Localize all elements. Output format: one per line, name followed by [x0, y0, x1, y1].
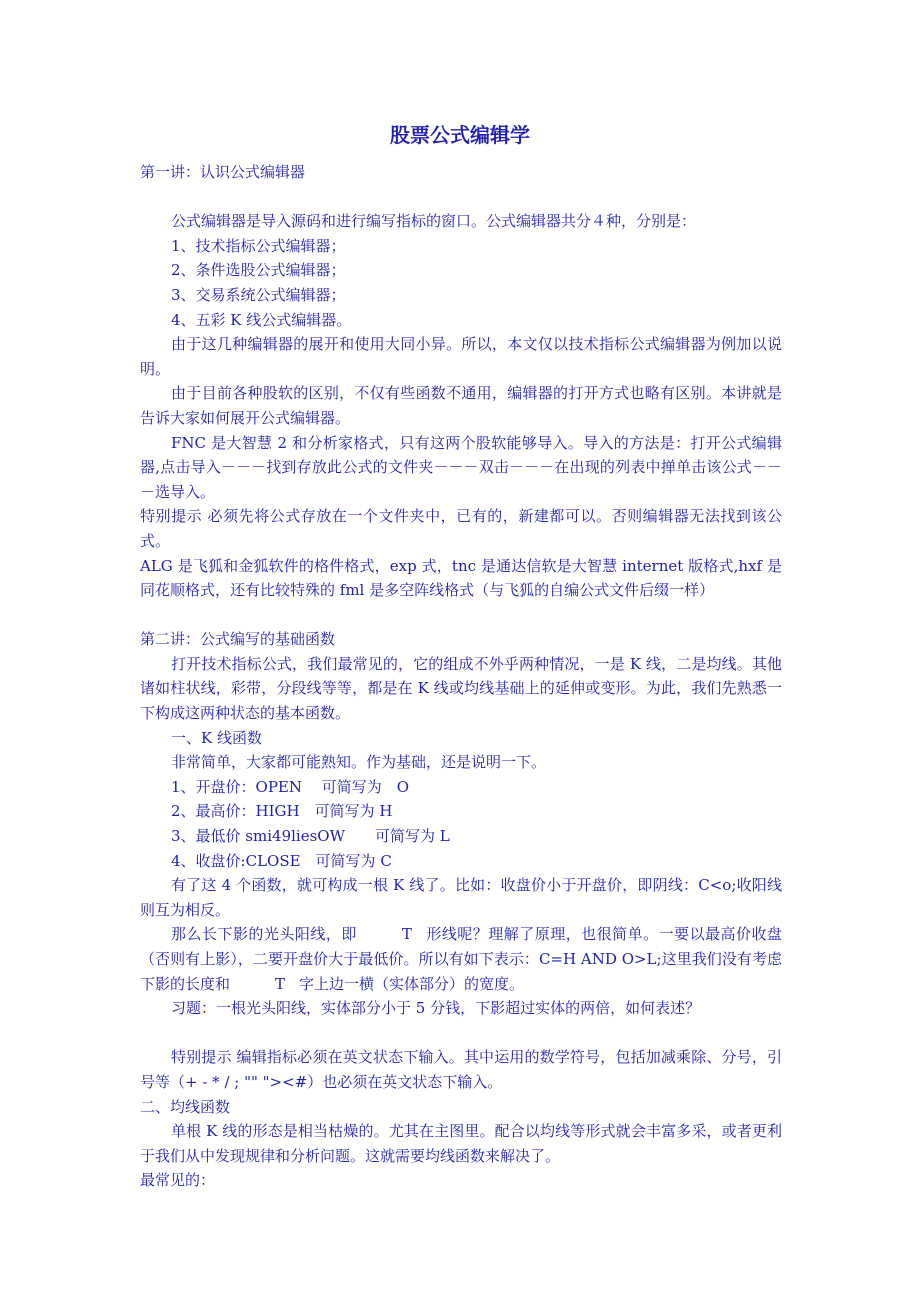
lecture2-paragraph: 有了这 4 个函数，就可构成一根 K 线了。比如：收盘价小于开盘价，即阴线：C<o;收阳线则互为相反。 [140, 876, 782, 919]
editor-list-item: 4、五彩 K 线公式编辑器。 [171, 310, 352, 329]
t-shape-text-b: 形线呢？理解了原理，也很简单。一要以最高价收盘（否则有上影），二要开盘价大于最低价。所以有如下表示：C=H AND O>L;这里我们没有考虑下影的长度和 [140, 925, 782, 993]
moving-average-section-heading: 二、均线函数 [140, 1097, 231, 1116]
blank-line [140, 1021, 782, 1046]
k-function-item: 1、开盘价：OPEN 可简写为 O [171, 777, 410, 796]
lecture1-paragraph: 由于这几种编辑器的展开和使用大同小异。所以，本文仅以技术指标公式编辑器为例加以说明。 [140, 335, 782, 378]
t-shape-paragraph [140, 922, 782, 996]
editor-list-item: 2、条件选股公式编辑器； [171, 261, 346, 280]
k-line-section-heading: 一、K 线函数 [171, 728, 262, 747]
blank-line [140, 603, 782, 628]
lecture2-heading: 第二讲：公式编写的基础函数 [140, 630, 336, 649]
lecture1-note: 特别提示 必须先将公式存放在一个文件夹中，已有的，新建都可以。否则编辑器无法找到该公式。 [140, 507, 782, 550]
lecture1-heading: 第一讲：认识公式编辑器 [140, 163, 306, 181]
most-common-label: 最常见的： [140, 1171, 216, 1190]
lecture1-intro: 公式编辑器是导入源码和进行编写指标的窗口。公式编辑器共分４种，分别是： [171, 212, 697, 231]
k-function-item: 3、最低价 smi49liesOW 可简写为 L [171, 827, 450, 846]
lecture1-paragraph: FNC 是大智慧 2 和分析家格式，只有这两个股软能够导入。导入的方法是：打开公式编辑器,点击导入－－－找到存放此公式的文件夹－－－双击－－－在出现的列表中掸单击该公式－－－选导入。 [140, 433, 782, 501]
exercise-paragraph: 习题：一根光头阳线，实体部分小于 5 分钱，下影超过实体的两倍，如何表述？ [171, 999, 701, 1018]
editor-list-item: 3、交易系统公式编辑器； [171, 285, 346, 304]
k-function-item: 2、最高价：HIGH 可简写为 H [171, 802, 393, 821]
k-line-section-intro: 非常简单，大家都可能熟知。作为基础，还是说明一下。 [171, 753, 547, 772]
t-shape-glyph: T [275, 974, 286, 993]
blank-line [140, 185, 782, 210]
k-function-item: 4、收盘价:CLOSE 可简写为 C [171, 851, 392, 870]
document-body [140, 160, 782, 1193]
moving-average-paragraph: 单根 K 线的形态是相当枯燥的。尤其在主图里。配合以均线等形式就会丰富多采，或者更利于我们从中发现规律和分析问题。这就需要均线函数来解决了。 [140, 1122, 782, 1165]
lecture2-paragraph: 打开技术指标公式，我们最常见的，它的组成不外乎两种情况，一是 K 线，二是均线。其他诸如柱状线，彩带，分段线等等，都是在 K 线或均线基础上的延伸或变形。为此，我们先熟悉一下构成这两种状态的基本函数。 [140, 654, 782, 723]
lecture1-formats: ALG 是飞狐和金狐软件的格件格式，exp 式，tnc 是通达信软是大智慧 internet 版格式,hxf 是同花顺格式，还有比较特殊的 fml 是多空阵线格式（与飞狐的自编公式文件后缀一样） [140, 556, 782, 600]
t-shape-glyph: T [401, 925, 412, 944]
t-shape-text-c: 字上边一横（实体部分）的宽度。 [299, 974, 525, 993]
t-shape-text-a: 那么长下影的光头阳线，即 [171, 925, 357, 944]
lecture2-note: 特别提示 编辑指标必须在英文状态下输入。其中运用的数学符号，包括加减乘除、分号，引号等（+ - * / ; "" "><#）也必须在英文状态下输入。 [140, 1048, 782, 1091]
document-title: 股票公式编辑学 [390, 123, 530, 147]
editor-list-item: 1、技术指标公式编辑器； [171, 236, 346, 255]
lecture1-paragraph: 由于目前各种股软的区别，不仅有些函数不通用，编辑器的打开方式也略有区别。本讲就是告诉大家如何展开公式编辑器。 [140, 384, 782, 427]
